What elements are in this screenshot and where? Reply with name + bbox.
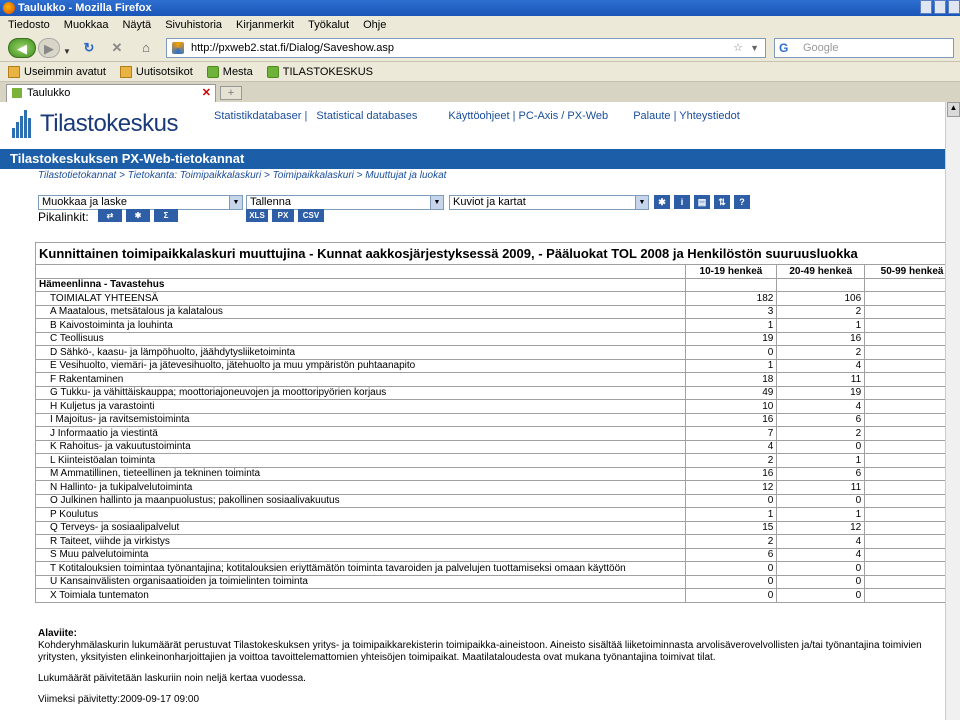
menu-ohje[interactable]: Ohje [363,19,387,31]
vertical-scrollbar[interactable] [945,102,960,720]
row-label: Q Terveys- ja sosiaalipalvelut [36,521,686,535]
cell-value: 106 [777,292,865,306]
cell-value: 0 [685,346,777,360]
table-row [36,440,960,454]
table-row [36,359,960,373]
bookmark-label: TILASTOKESKUS [282,65,374,78]
close-button[interactable] [948,0,960,14]
row-label: T Kotitalouksien toimintaa työnantajina; kotitalouksien eriyttämätön toiminta tavaroiden ja palvelujen tuottamiseksi omaan käyttöön [36,562,686,576]
bookmark-mesta[interactable] [207,66,253,78]
menu-bar [0,16,960,34]
row-label: D Sähkö-, kaasu- ja lämpöhuolto, jäähdytysliiketoiminta [36,346,686,360]
search-placeholder: Google [803,42,839,54]
save-select-value: Tallenna [250,196,291,208]
save-xls-button[interactable]: XLS [246,209,268,222]
window-controls [918,0,960,14]
table-row [36,454,960,468]
notes-paragraph: Kohderyhmälaskurin lukumäärät perustuvat Tilastokeskuksen yritys- ja toimipaikkarekisterin toimipaikka-aineistoon. Aineisto sisältää liiketoiminnasta arvolisäverovelvollisten ja/tai työnantajina toimivien yritysten, yksityisten elinkeinonharjoittajien ja voittoa tavoittelemattomien yhteisöjen toimipaikat. Maatilataloudesta ovat mukana työnantajina toimivat tilat. [38,640,922,663]
cell-value: 0 [777,440,865,454]
save-px-button[interactable]: PX [272,209,294,222]
reload-button[interactable]: ↻ [83,40,95,55]
table-row [36,494,960,508]
row-label: E Vesihuolto, viemäri- ja jätevesihuolto, jätehuolto ja muu ympäristön puhtaanapito [36,359,686,373]
navigation-toolbar [0,34,960,62]
folder-icon [8,66,20,78]
table-row [36,305,960,319]
cell-value: 0 [777,575,865,589]
table-row [36,400,960,414]
table-header-row [36,265,960,279]
cell-value: 6 [685,548,777,562]
cell-value: 18 [685,373,777,387]
cell-value: 49 [685,386,777,400]
row-label: S Muu palvelutoiminta [36,548,686,562]
bookmark-label: Uutisotsikot [135,65,193,78]
menu-nayta[interactable]: Näytä [122,19,152,31]
cell-value: 12 [777,521,865,535]
home-button[interactable]: ⌂ [142,40,150,55]
chevron-down-icon: ▼ [430,196,443,209]
table-row [36,346,960,360]
cell-value: 2 [685,535,777,549]
cell-value: 16 [685,467,777,481]
chevron-down-icon: ▼ [635,196,648,209]
charts-select-value: Kuviot ja kartat [453,196,526,208]
row-label: O Julkinen hallinto ja maanpuolustus; pakollinen sosiaalivakuutus [36,494,686,508]
cell-value: 0 [685,562,777,576]
table-row [36,575,960,589]
table-row [36,386,960,400]
cell-value: 1 [685,319,777,333]
cell-value: 4 [777,400,865,414]
cell-value: 4 [777,535,865,549]
bookmark-star-icon[interactable]: ☆ [733,42,743,54]
table-row [36,332,960,346]
row-label: N Hallinto- ja tukipalvelutoiminta [36,481,686,495]
table-row [36,508,960,522]
page-banner: Tilastokeskuksen PX-Web-tietokannat [0,149,945,169]
menu-sivuhistoria[interactable]: Sivuhistoria [165,19,223,31]
print-icon[interactable]: ▤ [694,195,710,209]
cell-value: 0 [685,575,777,589]
cell-value: 2 [777,305,865,319]
table-row [36,521,960,535]
quicklinks-label: Pikalinkit: [38,210,89,224]
column-header: 20-49 henkeä [777,265,865,279]
row-label: I Majoitus- ja ravitsemistoiminta [36,413,686,427]
scroll-up-icon[interactable]: ▲ [947,102,960,117]
table-title: Kunnittainen toimipaikkalaskuri muuttujina - Kunnat aakkosjärjestyksessä 2009, - Pääluokat TOL 2008 ja Henkilöstön suuruusluokka [36,243,960,265]
minimize-button[interactable] [920,0,932,14]
bookmarks-toolbar [0,62,960,82]
search-input[interactable] [774,38,954,58]
link-kayttoohjeet[interactable]: Käyttöohjeet | PC-Axis / PX-Web [448,110,609,122]
close-tab-icon[interactable]: ✕ [201,87,211,99]
cell-value: 0 [685,494,777,508]
cell-value: 0 [777,562,865,576]
top-links [214,110,746,122]
last-updated: Viimeksi päivitetty:2009-09-17 09:00 [38,694,200,705]
cell-value: 19 [777,386,865,400]
logo-text: Tilastokeskus [40,110,178,137]
row-label: G Tukku- ja vähittäiskauppa; moottoriajoneuvojen ja moottoripyörien korjaus [36,386,686,400]
row-label: C Teollisuus [36,332,686,346]
cell-value: 182 [685,292,777,306]
table-row [36,535,960,549]
url-bar[interactable] [166,38,766,58]
rss-icon [120,66,132,78]
cell-value: 2 [685,454,777,468]
new-tab-button[interactable]: + [220,86,242,100]
row-label: M Ammatillinen, tieteellinen ja tekninen toiminta [36,467,686,481]
tab-label: Taulukko [27,87,71,99]
table-row [36,319,960,333]
leaf-icon [267,66,279,78]
url-dropdown-icon[interactable]: ▼ [750,43,759,53]
chevron-down-icon: ▼ [229,196,242,209]
row-label: A Maatalous, metsätalous ja kalatalous [36,305,686,319]
cell-value: 10 [685,400,777,414]
google-icon: G [779,41,789,55]
cell-value: 3 [685,305,777,319]
tab-bar [0,82,960,102]
bookmark-uutisotsikot[interactable] [120,66,193,78]
cell-value: 7 [685,427,777,441]
notes-heading: Alaviite: [38,628,77,639]
forward-button[interactable]: ▶ [38,38,60,58]
table-row [36,413,960,427]
window-titlebar [0,0,960,16]
table-row [36,292,960,306]
cell-value: 1 [685,359,777,373]
stop-button[interactable]: ✕ [111,40,123,55]
menu-tiedosto[interactable]: Tiedosto [8,19,50,31]
pivot-icon[interactable]: ⇄ [98,209,122,222]
cell-value: 11 [777,373,865,387]
bookmark-tilastokeskus[interactable] [267,66,373,78]
row-label: H Kuljetus ja varastointi [36,400,686,414]
cell-value: 1 [777,454,865,468]
window-title: Taulukko - Mozilla Firefox [18,2,152,14]
row-label: F Rakentaminen [36,373,686,387]
maximize-button[interactable] [934,0,946,14]
link-statistical-databases[interactable]: Statistical databases [316,110,418,122]
row-label: TOIMIALAT YHTEENSÄ [36,292,686,306]
table-title-row [36,243,960,265]
bookmark-label: Mesta [222,65,253,78]
tab-taulukko[interactable] [6,84,216,102]
save-csv-button[interactable]: CSV [298,209,324,222]
cell-value: 19 [685,332,777,346]
table-row [36,373,960,387]
table-row [36,589,960,603]
cell-value: 0 [777,494,865,508]
logo-bars-icon [12,110,34,138]
cell-value: 1 [777,508,865,522]
row-label: U Kansainvälisten organisaatioiden ja toimielinten toiminta [36,575,686,589]
region-row [36,278,960,292]
link-statistikdatabaser[interactable]: Statistikdatabaser | [214,110,308,122]
breadcrumb[interactable]: Tilastotietokannat > Tietokanta: Toimipaikkalaskuri > Toimipaikkalaskuri > Muuttujat ja luokat [38,170,447,181]
data-table [35,242,960,603]
page-content [0,102,945,720]
menu-tyokalut[interactable]: Työkalut [308,19,350,31]
tab-favicon-icon [12,88,22,98]
row-label: B Kaivostoiminta ja louhinta [36,319,686,333]
cell-value: 15 [685,521,777,535]
bookmark-label: Useimmin avatut [24,65,106,78]
cell-value: 4 [777,548,865,562]
firefox-icon [3,2,15,14]
menu-muokkaa[interactable]: Muokkaa [63,19,109,31]
sum-icon[interactable]: Σ [154,209,178,222]
notes-paragraph: Lukumäärät päivitetään laskuriin noin neljä kertaa vuodessa. [38,673,306,684]
site-favicon-icon [172,42,184,54]
cell-value: 6 [777,413,865,427]
transpose-icon[interactable]: ✱ [126,209,150,222]
cell-value: 4 [685,440,777,454]
row-label: X Toimiala tuntematon [36,589,686,603]
back-button[interactable]: ◀ [8,38,36,58]
cell-value: 2 [777,427,865,441]
table-row [36,467,960,481]
cell-value: 1 [685,508,777,522]
cell-value: 1 [777,319,865,333]
charts-select[interactable] [449,195,649,210]
table-row [36,481,960,495]
region-label: Hämeenlinna - Tavastehus [36,278,686,292]
cell-value: 6 [777,467,865,481]
cell-value: 16 [777,332,865,346]
settings-icon[interactable]: ✱ [654,195,670,209]
row-label: L Kiinteistöalan toiminta [36,454,686,468]
edit-select-value: Muokkaa ja laske [42,196,127,208]
url-text: http://pxweb2.stat.fi/Dialog/Saveshow.asp [191,42,395,54]
menu-kirjanmerkit[interactable]: Kirjanmerkit [236,19,295,31]
row-label: J Informaatio ja viestintä [36,427,686,441]
row-label: K Rahoitus- ja vakuutustoiminta [36,440,686,454]
row-label: P Koulutus [36,508,686,522]
leaf-icon [207,66,219,78]
column-header: 50-99 henkeä [865,265,960,279]
help-icon[interactable]: ? [734,195,750,209]
table-row [36,427,960,441]
cell-value: 4 [777,359,865,373]
link-palaute[interactable]: Palaute | Yhteystiedot [633,110,740,122]
header-empty [36,265,686,279]
row-label: R Taiteet, viihde ja virkistys [36,535,686,549]
cell-value: 12 [685,481,777,495]
history-dropdown-icon[interactable]: ▼ [63,47,71,56]
save-select[interactable] [246,195,444,210]
cell-value: 0 [777,589,865,603]
table-row [36,548,960,562]
cell-value: 0 [685,589,777,603]
sort-icon[interactable]: ⇅ [714,195,730,209]
edit-select[interactable] [38,195,243,210]
column-header: 10-19 henkeä [685,265,777,279]
bookmark-useimmin[interactable] [8,66,106,78]
cell-value: 2 [777,346,865,360]
table-row [36,562,960,576]
cell-value: 11 [777,481,865,495]
info-icon[interactable]: i [674,195,690,209]
footnotes [38,628,945,715]
site-logo[interactable] [12,110,178,138]
cell-value: 16 [685,413,777,427]
